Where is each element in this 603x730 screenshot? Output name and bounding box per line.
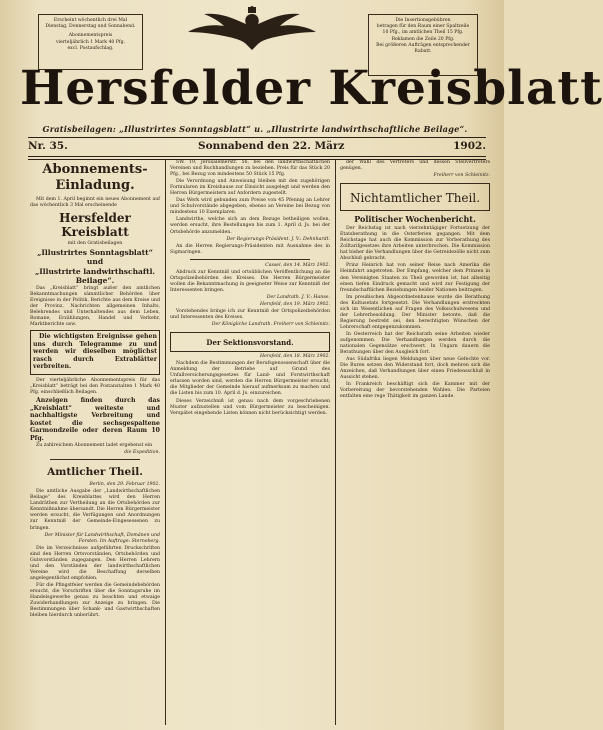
article-heading: Politischer Wochenbericht. xyxy=(354,214,476,225)
box-line: betragen für den Raum einer Spaltzeile xyxy=(376,24,470,30)
paper-name: Hersfelder Kreisblatt xyxy=(59,211,131,240)
paragraph: Dieses Verzeichniß ist genau nach dem vorgeschriebenen Muster aufzustellen und vom Bürgermeister zu bescheinigen. Verspätet eingehende Listen können nicht berücksichtigt werden. xyxy=(170,398,330,416)
section-heading-official: Amtlicher Theil. xyxy=(47,466,143,479)
signature: die Expedition. xyxy=(124,450,160,456)
paragraph: Vorstehendes bringe ich zur Kenntniß der Ortspolizeibehörden und Interessenten des Kreises. xyxy=(170,309,330,321)
paragraph: mit den Gratisbeilagen xyxy=(67,241,123,247)
paragraph: In Frankreich beschäftigt sich die Kammer mit der Vorbereitung der bevorstehenden Wahlen. Die Parteien entfalten eine rege Thätigkeit im ganzen Lande. xyxy=(340,382,490,400)
box-line: 10 Pfg., im amtlichen Theil 15 Pfg. xyxy=(382,30,464,36)
signature: Der Königliche Landrath. Freiherr von Schleinitz. xyxy=(211,322,330,328)
column-middle xyxy=(170,160,330,725)
section-heading-unofficial: Nichtamtlicher Theil. xyxy=(349,191,481,206)
paragraph: Für die Pfingstfeier werden die Gemeindebehörden ersucht, die Vorschriften über die Sonntagsruhe im Handelsgewerbe genau zu beachten und etwaige Zuwiderhandlungen zur Anzeige zu bringen. Die Bestimmungen über Schank- und Gastwirthschaften bleiben hierdurch unberührt. xyxy=(30,582,160,619)
paragraph: Nachdem die Bestimmungen der Berufsgenossenschaft über die Anmeldung der Betriebe auf Grund des Unfallversicherungsgesetzes für Land- und Forstwirthschaft erlassen worden sind, werden die Herren Bürgermeister ersucht, die Mitglieder der Gemeinde hierauf aufmerksam zu machen und die Listen bis zum 10. April d. Js. einzureichen. xyxy=(170,361,330,397)
dateline-text: Cassel, den 14. März 1902. xyxy=(265,262,330,268)
paragraph: An die Herren Regierungs-Präsidenten mit Ausnahme des in Sigmaringen. xyxy=(170,243,330,255)
telegram-notice xyxy=(30,330,160,375)
box-line: excl. Postaufschlag. xyxy=(67,45,114,51)
supplements-line: Gratisbeilagen: „Illustrirtes Sonntagsblatt“ u. „Illustrirte landwirthschaftliche Beilage“. xyxy=(42,124,468,134)
box-line: Abonnementspreis xyxy=(68,33,113,39)
box-line: Reklamen die Zeile 20 Pfg. xyxy=(391,36,455,42)
column-left xyxy=(30,160,160,725)
signature: Der Minister für Landwirthschaft, Domänen und Forsten. Im Auftrage: Sterneberg. xyxy=(44,532,160,544)
paragraph: In Oesterreich hat der Reichsrath seine Arbeiten wieder aufgenommen. Die Verhandlungen werden durch die nationalen Gegensätze erschwert. In Ungarn dauern die Berathungen über den Ausgleich fort. xyxy=(340,331,490,356)
emphasis-text: Die wichtigsten Ereignisse gehen uns durch Telegramme zu und werden wir dieselben möglichst rasch durch Extrablätter verbreiten. xyxy=(33,333,157,371)
issue-date: Sonnabend den 22. März xyxy=(198,140,345,152)
paragraph: Das „Kreisblatt“ bringt außer den amtlichen Bekanntmachungen sämmtlicher Behörden über Ereignisse in der Politik, Berichte aus dem Kreise und der Provinz, Nachrichten allgemeinen Inhalts, Belehrendes und Unterhaltendes aus dem Leben, Romane, Erzählungen, Handel und Verkehr, Marktberichte usw. xyxy=(30,286,160,328)
masthead-title: Hersfelder Kreisblatt xyxy=(20,61,603,116)
paragraph: Der vierteljährliche Abonnementspreis für das „Kreisblatt“ beträgt bei den Postanstalten 1 Mark 40 Pfg. einschließlich Beilagen. xyxy=(30,377,160,396)
paragraph: Die amtliche Ausgabe der „Landwirthschaftlichen Beilage“ des Kreisblattes wird den Herren Landräthen zur Vertheilung an die Ortsbehörden zur Kenntnißnahme übersandt. Die Herren Bürgermeister werden ersucht, die Verfügungen und Anordnungen zur Kenntniß der Gemeinde-Eingesessenen zu bringen. xyxy=(30,489,160,531)
supplement-title: „Illustrirte landwirthschaftl. Beilage“. xyxy=(34,267,156,286)
section-box xyxy=(170,332,330,352)
box-line: Erscheint wöchentlich drei Mal xyxy=(53,18,128,23)
paragraph: Das Werk wird gebunden zum Preise von 45 Pfennig an Lehrer und Schulvorstände abgegeben, ebenso an Vereine bei Bezug von mindestens 10 Exemplaren. xyxy=(170,198,330,216)
paragraph: Der Reichstag ist nach vierzehntägiger Fortsetzung der Etatsberathung in die Osterferien gegangen. Mit dem Reichstage hat auch die Kommission zur Vorberathung des Zolltarifgesetzes ihre Arbeiten unterbrochen. Die Kommission hat bisher die Verhandlungen über die Getreidezölle nicht zum Abschluß gebracht. xyxy=(340,226,491,262)
emphasis-text: Anzeigen finden durch das „Kreisblatt“ weiteste und nachhaltigste Verbreitung und kostet die sechsgespaltene Garmondzeile oder deren Raum 10 Pfg. xyxy=(30,397,160,442)
paragraph: Zu zahlreichem Abonnement ladet ergebenst ein xyxy=(36,443,153,449)
rule xyxy=(28,137,486,138)
paragraph: Im preußischen Abgeordnetenhause wurde die Berathung des Kultusetats fortgesetzt. Die Verhandlungen erstreckten sich im Wesentlichen auf Fragen des Volksschulwesens und der Lehrerbesoldung. Der Minister betonte, daß die Regierung bestrebt sei, den berechtigten Wünschen der Lehrerschaft entgegenzukommen. xyxy=(340,294,490,330)
column-rule xyxy=(335,160,336,725)
signature: Der Regierungs-Präsident. J. V.: Dehnhardt. xyxy=(226,236,330,242)
dateline-text: Hersfeld, den 19. März 1902. xyxy=(260,301,330,307)
paragraph: Abdruck zur Kenntniß und ortsüblichen Veröffentlichung an die Ortspolizeibehörden des Kreises. Die Herren Bürgermeister wollen die Bekanntmachung in geeigneter Weise zur Kenntniß der Interessenten bringen. xyxy=(170,269,330,293)
paragraph: der Wahl des Vertreters und dessen Stellvertreters genügen. xyxy=(340,160,490,172)
dateline xyxy=(28,140,486,154)
paragraph: Aus Südafrika liegen Meldungen über neue Gefechte vor. Die Buren setzen den Widerstand fort, doch mehren sich die Anzeichen, daß Verhandlungen über einen Friedensschluß in Aussicht stehen. xyxy=(340,357,490,381)
eagle-emblem-icon xyxy=(184,6,320,52)
dateline-text: Hersfeld, den 18. März 1902. xyxy=(260,354,330,360)
rule xyxy=(28,156,486,160)
paragraph: Landwirthe, welche sich an dem Bezuge betheiligen wollen, werden ersucht, ihre Bestellungen bis zum 1. April d. Js. bei der Ortsbehörde anzumelden. xyxy=(170,217,330,235)
divider xyxy=(50,459,140,460)
box-line: Die Insertionsgebühren xyxy=(395,18,451,23)
supplement-title: „Illustrirtes Sonntagsblatt“ und xyxy=(37,248,153,267)
box-line: Rabatt. xyxy=(414,49,432,55)
paragraph: Die im Verzeichnisse aufgeführten Druckschriften sind den Herren Ortsvorständen, Ortsbehörden und Gutsvorständen zugegangen. Den Herren Lehrern und den Vorständen der landwirthschaftlichen Vereine wird die Beschaffung derselben angelegentlichst empfohlen. xyxy=(30,545,160,581)
signature: Freiherr von Schleinitz. xyxy=(433,173,490,179)
section-subheading: Der Sektionsvorstand. xyxy=(206,338,294,348)
paragraph: Mit dem 1. April beginnt ein neues Abonnement auf das wöchentlich 3 Mal erscheinende xyxy=(30,197,160,209)
issue-year: 1902. xyxy=(453,140,486,152)
paragraph: Prinz Heinrich hat von seiner Reise nach Amerika die Heimfahrt angetreten. Der Empfang, welcher dem Prinzen in den Vereinigten Staaten zu Theil geworden ist, hat allseitig einen tiefen Eindruck gemacht und wird zur Festigung der freundschaftlichen Beziehungen beider Nationen beitragen. xyxy=(340,263,490,293)
box-line: Dienstag, Donnerstag und Sonnabend. xyxy=(45,24,136,30)
section-box xyxy=(340,183,490,211)
signature: Der Landrath. J. V.: Hanse. xyxy=(266,294,330,300)
subscription-heading: Abonnements-Einladung. xyxy=(42,162,148,193)
issue-number: Nr. 35. xyxy=(28,140,68,152)
divider xyxy=(190,259,310,260)
box-line: vierteljährlich 1 Mark 40 Pfg. xyxy=(55,39,126,45)
dateline-text: Berlin, den 29. Februar 1902. xyxy=(89,482,160,488)
column-right xyxy=(340,160,490,725)
paragraph: SW. 19, Jerusalemerstr. 56, bei den landwirthschaftlichen Vereinen und Buchhandlungen zu beziehen. Preis für das Stück 20 Pfg., bei Bezug von mindestens 50 Stück 15 Pfg. xyxy=(170,160,330,178)
column-rule xyxy=(165,160,166,725)
box-line: Bei größeren Aufträgen entsprechender xyxy=(376,42,470,48)
paragraph: Die Verordnung und Anweisung bleiben mit den zugehörigen Formularen im Kreishause zur Einsicht ausgelegt und werden den Herren Bürgermeistern auf Anfordern zugestellt. xyxy=(170,179,330,197)
